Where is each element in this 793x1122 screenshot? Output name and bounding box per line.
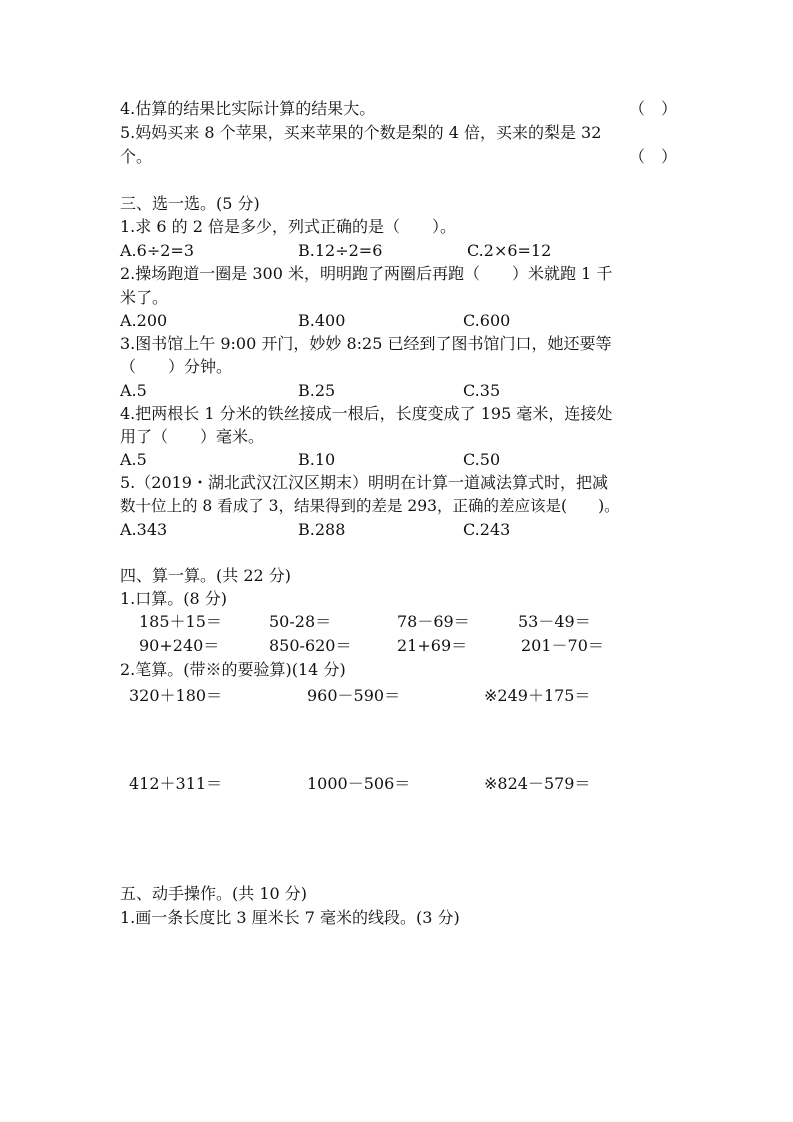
s3-q4-option-c[interactable]: C.50 <box>463 450 501 469</box>
s3-q5-option-a[interactable]: A.343 <box>120 520 168 539</box>
written-calc-item: 412＋311＝ <box>129 774 223 793</box>
s3-q2-stem-line2: 米了。 <box>120 288 169 307</box>
s3-q3-stem-line2: （ ）分钟。 <box>120 357 233 376</box>
s3-q4-option-b[interactable]: B.10 <box>298 450 336 469</box>
judge-q5-answer-blank[interactable]: （ ） <box>629 147 678 166</box>
section3-heading: 三、选一选。(5 分) <box>120 194 260 213</box>
judge-q5-text-line1: 5.妈妈买来 8 个苹果，买来苹果的个数是梨的 4 倍，买来的梨是 32 <box>120 123 602 142</box>
judge-q4-answer-blank[interactable]: （ ） <box>629 99 678 118</box>
s3-q4-stem-line1: 4.把两根长 1 分米的铁丝接成一根后，长度变成了 195 毫米，连接处 <box>120 404 613 423</box>
oral-calc-item: 185＋15＝ <box>139 612 222 631</box>
written-calc-item: 1000－506＝ <box>307 774 411 793</box>
written-calc-item: ※249＋175＝ <box>484 686 591 705</box>
section4-heading: 四、算一算。(共 22 分) <box>120 566 292 585</box>
judge-q4-text: 4.估算的结果比实际计算的结果大。 <box>120 99 376 118</box>
judge-q5-text-line2: 个。 <box>120 147 153 166</box>
section5-heading: 五、动手操作。(共 10 分) <box>120 884 308 903</box>
written-calc-item: 320＋180＝ <box>129 686 223 705</box>
s3-q1-option-a[interactable]: A.6÷2=3 <box>120 241 194 260</box>
s3-q2-option-a[interactable]: A.200 <box>120 311 168 330</box>
s3-q4-option-a[interactable]: A.5 <box>120 450 147 469</box>
s3-q1-option-c[interactable]: C.2×6=12 <box>467 241 552 260</box>
s3-q1-stem: 1.求 6 的 2 倍是多少，列式正确的是（ ）。 <box>120 217 456 236</box>
written-calc-heading: 2.笔算。(带※的要验算)(14 分) <box>120 660 346 679</box>
written-calc-item: ※824－579＝ <box>484 774 591 793</box>
oral-calc-item: 21+69＝ <box>397 636 468 655</box>
s5-q1-text: 1.画一条长度比 3 厘米长 7 毫米的线段。(3 分) <box>120 908 460 927</box>
s3-q2-stem-line1: 2.操场跑道一圈是 300 米，明明跑了两圈后再跑（ ）米就跑 1 千 <box>120 264 613 283</box>
s3-q4-stem-line2: 用了（ ）毫米。 <box>120 427 265 446</box>
oral-calc-heading: 1.口算。(8 分) <box>120 589 228 608</box>
s3-q5-stem-line1: 5.（2019・湖北武汉江汉区期末）明明在计算一道减法算式时，把减 <box>120 473 608 492</box>
s3-q1-option-b[interactable]: B.12÷2=6 <box>298 241 383 260</box>
oral-calc-item: 50-28＝ <box>269 612 332 631</box>
s3-q2-option-c[interactable]: C.600 <box>463 311 511 330</box>
oral-calc-item: 90+240＝ <box>139 636 220 655</box>
s3-q5-option-b[interactable]: B.288 <box>298 520 346 539</box>
oral-calc-item: 201－70＝ <box>521 636 604 655</box>
s3-q3-option-c[interactable]: C.35 <box>463 381 501 400</box>
s3-q3-stem-line1: 3.图书馆上午 9:00 开门，妙妙 8:25 已经到了图书馆门口，她还要等 <box>120 334 612 353</box>
oral-calc-item: 78－69＝ <box>397 612 470 631</box>
s3-q2-option-b[interactable]: B.400 <box>298 311 346 330</box>
written-calc-item: 960－590＝ <box>307 686 401 705</box>
s3-q5-option-c[interactable]: C.243 <box>463 520 511 539</box>
oral-calc-item: 53－49＝ <box>518 612 591 631</box>
s3-q5-stem-line2: 数十位上的 8 看成了 3，结果得到的差是 293，正确的差应该是( )。 <box>120 497 620 515</box>
s3-q3-option-b[interactable]: B.25 <box>298 381 336 400</box>
oral-calc-item: 850-620＝ <box>269 636 352 655</box>
s3-q3-option-a[interactable]: A.5 <box>120 381 147 400</box>
